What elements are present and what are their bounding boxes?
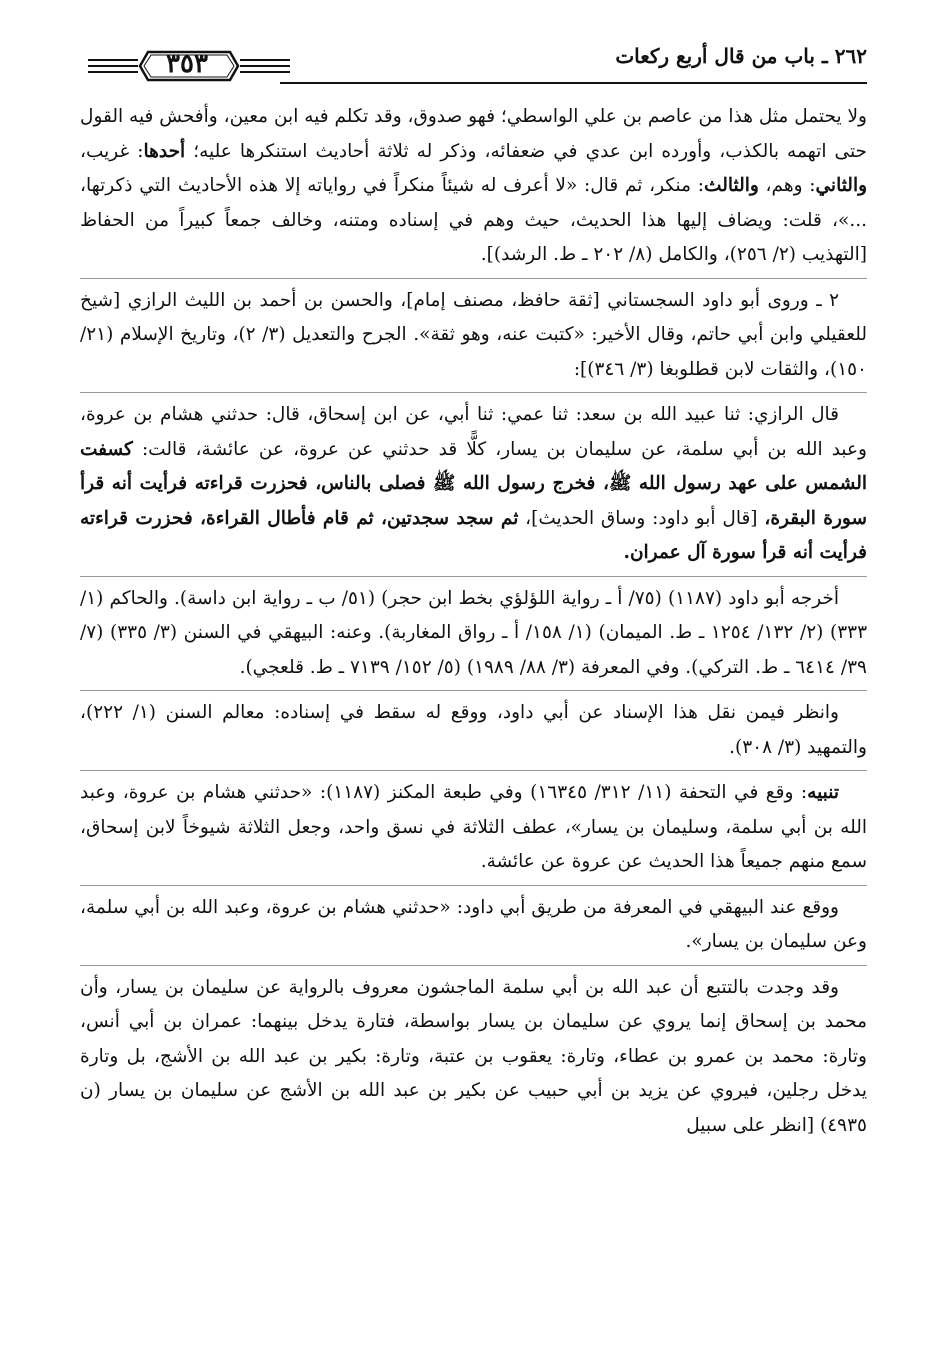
bold-text: تنبيه bbox=[807, 782, 839, 803]
paragraph-separator bbox=[80, 690, 867, 691]
text-segment: : وقع في التحفة (١١/ ٣١٢/ ١٦٣٤٥) وفي طبعة المكنز (١١٨٧): «حدثني هشام بن عروة، وعبد الله بن أبي سلمة، وسليمان بن يسار»، عطف الثلاثة في نسق واحد، وجعل الثلاثة شيوخاً لابن إسحاق، سمع منهم جميعاً هذا الحديث عن عروة عن عائشة. bbox=[80, 782, 867, 872]
text-segment: وقد وجدت بالتتبع أن عبد الله بن أبي سلمة الماجشون معروف بالرواية عن سليمان بن يسار، وأن محمد بن إسحاق إنما يروي عن سليمان بن يسار بواسطة، فتارة يدخل بينهما: عمران بن أبي أنس، وتارة: محمد بن عمرو بن عطاء، وتارة: يعقوب بن عتبة، وتارة: بكير بن عبد الله بن الأشج، بل وتارة يدخل رجلين، فيروي عن يزيد بن أبي حبيب عن بكير بن عبد الله بن الأشج عن سليمان بن يسار (ن ٤٩٣٥) [انظر على سبيل bbox=[80, 976, 867, 1136]
text-segment: ووقع عند البيهقي في المعرفة من طريق أبي داود: «حدثني هشام بن عروة، وعبد الله بن أبي سلمة، وعن سليمان بن يسار». bbox=[80, 896, 867, 952]
paragraph-separator bbox=[80, 278, 867, 279]
paragraph-separator bbox=[80, 770, 867, 771]
paragraph-separator bbox=[80, 885, 867, 886]
bold-text: أحدها bbox=[143, 140, 186, 162]
text-segment: ولا يحتمل مثل هذا من عاصم بن علي الواسطي؛ فهو صدوق، وقد تكلم فيه ابن معين، وأفحش فيه القول حتى اتهمه بالكذب، وأورده ابن عدي في ضعفائه، وذكر له ثلاثة أحاديث استنكرها عليه؛ bbox=[80, 106, 867, 162]
text-segment: : غريب، bbox=[80, 140, 144, 162]
text-segment: [قال أبو داود: وساق الحديث]، bbox=[518, 507, 765, 529]
text-segment: قال الرازي: ثنا عبيد الله بن سعد: ثنا عمي: ثنا أبي، عن ابن إسحاق، قال: حدثني هشام بن عروة، وعبد الله بن أبي سلمة، عن سليمان بن يسار، كلًّا قد حدثني عن عروة، عن عائشة، قالت: bbox=[80, 404, 867, 460]
chapter-title: ٢٦٢ ـ باب من قال أربع ركعات bbox=[615, 44, 867, 68]
paragraph bbox=[80, 100, 867, 273]
text-segment: : منكر، ثم قال: «لا أعرف له شيئاً منكراً في رواياته إلا هذه الأحاديث التي ذكرتها، ...»، قلت: ويضاف إليها هذا الحديث، حيث وهم في إسناده ومتنه، وخالف جمعاً كبيراً من الحفاظ [التهذيب (٢/ ٢٥٦)، والكامل (٨/ ٢٠٢ ـ ط. الرشد)]. bbox=[80, 175, 867, 265]
text-segment: أخرجه أبو داود (١١٨٧) (٧٥/ أ ـ رواية اللؤلؤي بخط ابن حجر) (٥١/ ب ـ رواية ابن داسة). والحاكم (١/ ٣٣٣) (٢/ ١٣٢/ ١٢٥٤ ـ ط. الميمان) (١/ ١٥٨/ أ ـ رواق المغاربة). وعنه: البيهقي في السنن (٣/ ٣٣٥) (٧/ ٣٩/ ٦٤١٤ ـ ط. التركي). وفي المعرفة (٣/ ٨٨/ ١٩٨٩) (٥/ ١٥٢/ ٧١٣٩ ـ ط. قلعجي). bbox=[80, 587, 868, 678]
text-segment: ٢ ـ وروى أبو داود السجستاني [ثقة حافظ، مصنف إمام]، والحسن بن أحمد بن الليث الرازي [شيخ للعقيلي وابن أبي حاتم، وقال الأخير: «كتبت عنه، وهو ثقة». الجرح والتعديل (٣/ ٢)، وتاريخ الإسلام (٢١/ ١٥٠)، والثقات لابن قطلوبغا (٣/ ٣٤٦)]: bbox=[80, 289, 867, 380]
paragraph-separator bbox=[80, 392, 867, 393]
bold-text: والثاني bbox=[815, 175, 868, 196]
page-number-ornament bbox=[80, 40, 290, 90]
paragraph-separator bbox=[80, 576, 867, 577]
page-header bbox=[80, 40, 867, 106]
text-segment: وانظر فيمن نقل هذا الإسناد عن أبي داود، ووقع له سقط في إسناده: معالم السنن (١/ ٢٢٢)، والتمهيد (٣/ ٣٠٨). bbox=[80, 702, 867, 758]
text-segment: : وهم، bbox=[758, 175, 816, 196]
paragraph bbox=[80, 696, 867, 765]
page-number: ٣٥٣ bbox=[166, 49, 208, 79]
bold-text: كسفت الشمس على عهد رسول الله ﷺ، فخرج رسول الله ﷺ فصلى بالناس، فحزرت قراءته فرأيت أنه قرأ سورة البقرة، bbox=[80, 438, 867, 529]
paragraph bbox=[80, 891, 867, 960]
paragraph bbox=[80, 398, 867, 571]
paragraph bbox=[80, 582, 867, 686]
page-body bbox=[80, 100, 867, 1148]
header-rule bbox=[280, 82, 867, 84]
paragraph bbox=[80, 776, 867, 880]
paragraph bbox=[80, 284, 867, 388]
bold-text: والثالث bbox=[704, 175, 759, 196]
paragraph-separator bbox=[80, 965, 867, 966]
bold-text: ثم سجد سجدتين، ثم قام فأطال القراءة، فحزرت قراءته فرأيت أنه قرأ سورة آل عمران. bbox=[80, 507, 867, 563]
paragraph bbox=[80, 971, 867, 1144]
